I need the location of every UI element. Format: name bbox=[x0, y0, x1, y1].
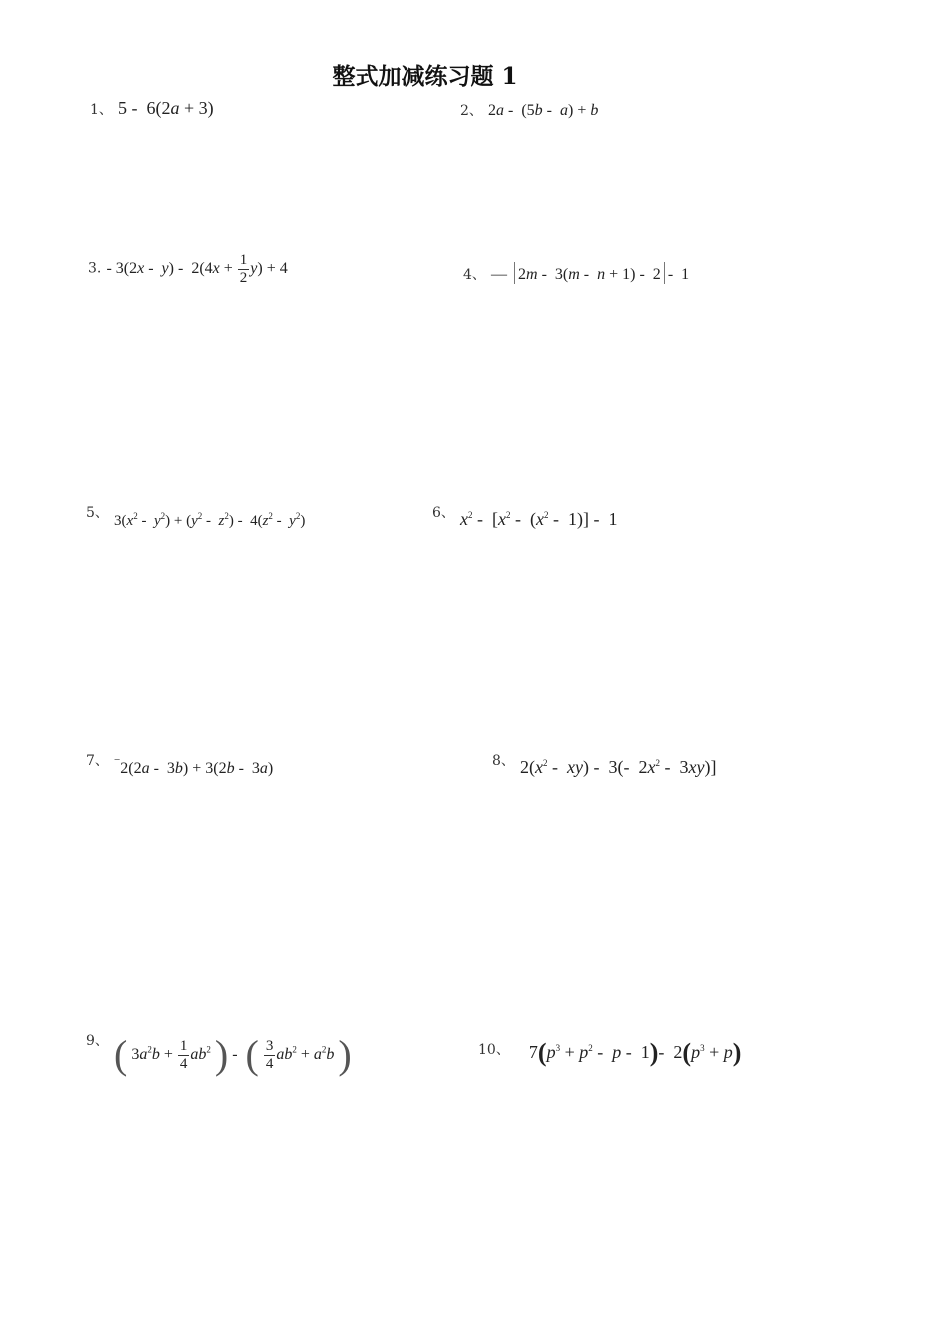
problem-number: 10、 bbox=[478, 1042, 510, 1058]
problem-1 bbox=[90, 98, 214, 119]
problem-9 bbox=[86, 1030, 352, 1078]
worksheet-title: 整式加减练习题 1 bbox=[332, 63, 518, 90]
problem-expression: $7(p^3 + p^2 - p - 1)-$ $2(p^3 + p)$ bbox=[528, 1038, 742, 1067]
problem-expression: 2a - (5b - a) + b bbox=[488, 102, 599, 119]
problem-4 bbox=[463, 262, 689, 284]
problem-expression: −2(2a - 3b) + 3(2b - 3a) bbox=[114, 754, 274, 777]
problem-7 bbox=[86, 750, 273, 778]
problem-number: 1、 bbox=[90, 102, 113, 118]
problem-number: 3. bbox=[88, 260, 102, 277]
problem-expression: ( $3a^2b$ + $\frac{1}{4}$ $ab^2$ ) - ( $\frac{3}{4}$ $ab^2 + a^2b$ ) bbox=[114, 1032, 352, 1077]
problem-number: 5、 bbox=[86, 505, 109, 521]
problem-expression: — 2m - 3(m - n + 1) - 2 - 1 bbox=[491, 266, 689, 283]
problem-expression: $x^2 - [x^2 - (x^2 - 1)] - 1$ bbox=[460, 509, 618, 529]
problem-expression: $3(x^2 - y^2) + (y^2 - z^2) - 4(z^2 - y^2)$ bbox=[114, 511, 306, 529]
problem-number: 4、 bbox=[463, 267, 486, 283]
problem-6 bbox=[432, 502, 618, 530]
problem-5 bbox=[86, 502, 305, 530]
problem-number: 6、 bbox=[432, 505, 455, 521]
problem-number: 2、 bbox=[460, 103, 483, 119]
problem-number: 7、 bbox=[86, 753, 109, 769]
problem-8 bbox=[492, 750, 716, 778]
problem-10 bbox=[478, 1038, 741, 1068]
problem-expression: 5 - 6(2a + 3) bbox=[118, 98, 214, 118]
problem-2 bbox=[460, 100, 598, 120]
problem-3 bbox=[88, 252, 288, 286]
problem-number: 9、 bbox=[86, 1033, 109, 1049]
problem-expression: - 3(2x - y) - 2(4x + $\frac{1}{2}$ y) + 4 bbox=[106, 252, 288, 286]
problem-expression: $2(x^2 - xy) - 3(-$ $2x^2 - 3xy$)] bbox=[520, 757, 717, 777]
problem-number: 8、 bbox=[492, 753, 515, 769]
